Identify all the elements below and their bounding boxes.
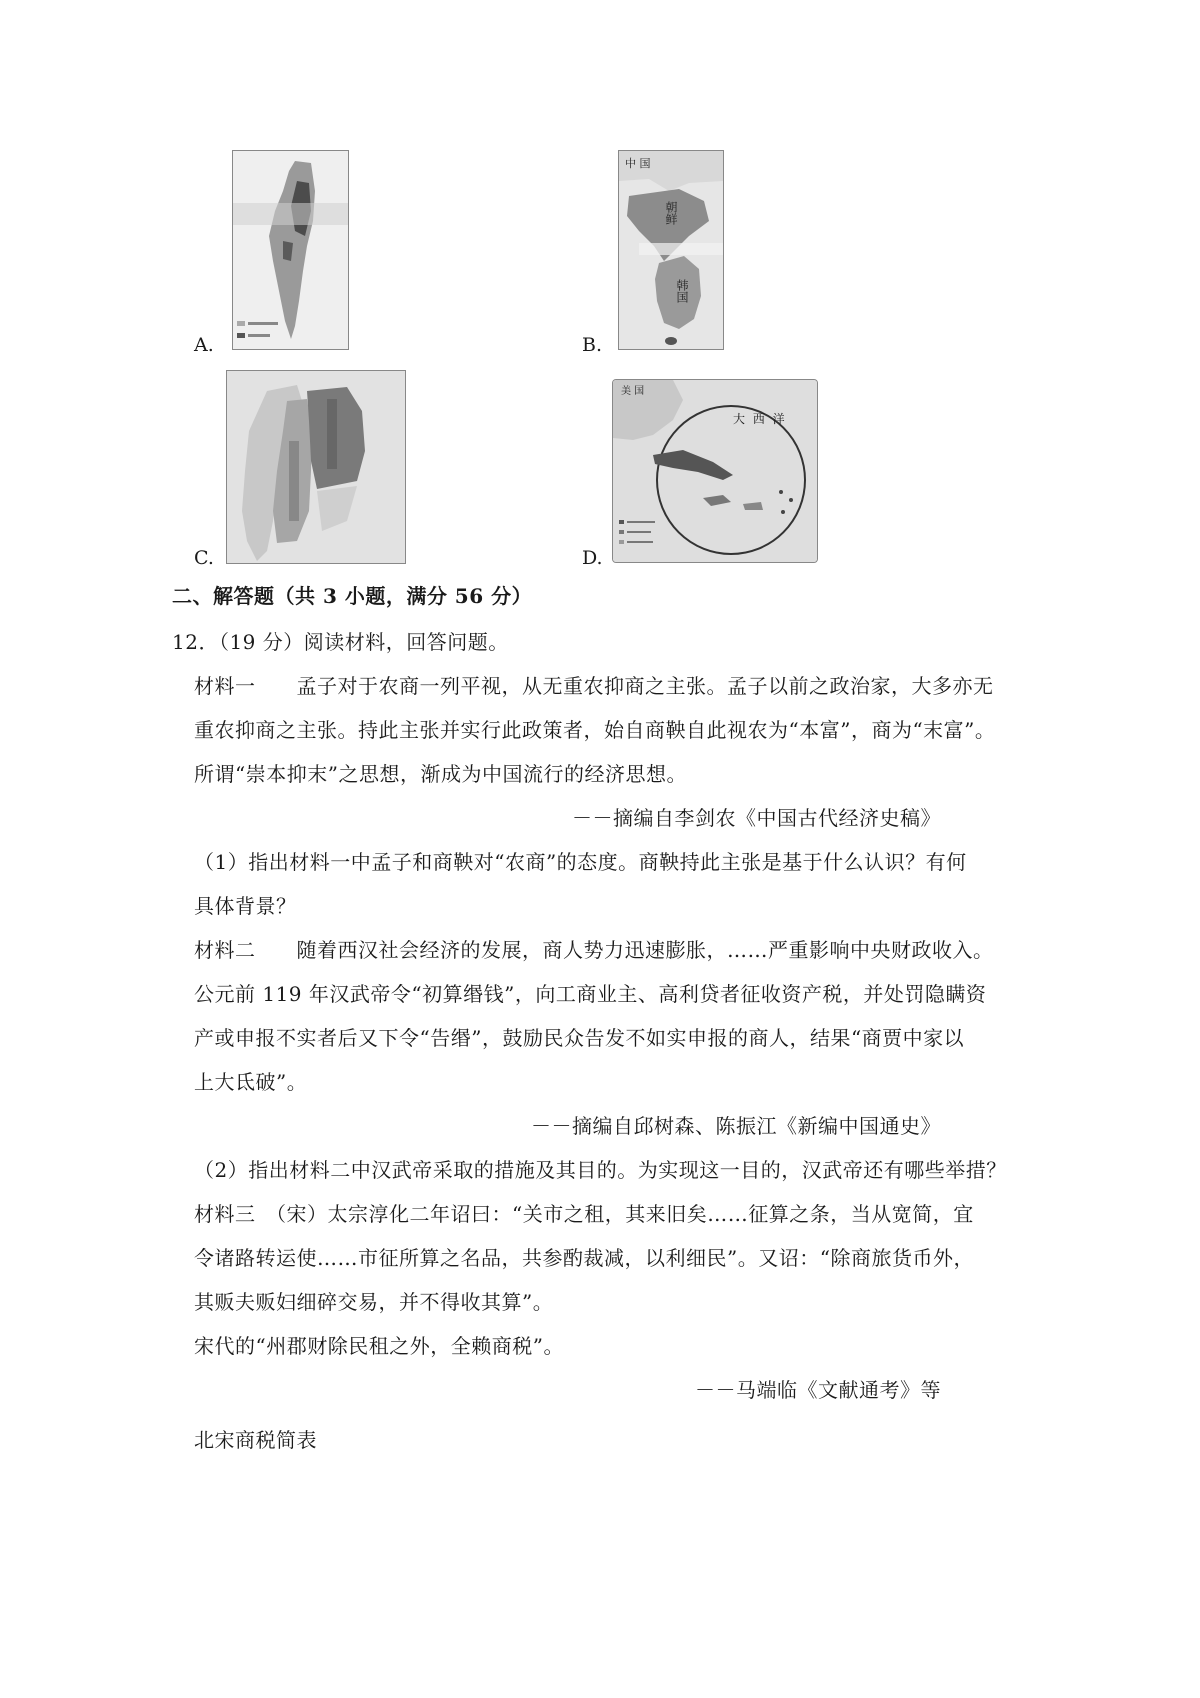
- material-1-line-3: 所谓“崇本抑末”之思想，渐成为中国流行的经济思想。: [194, 762, 687, 786]
- material-1-line-2: 重农抑商之主张。持此主张并实行此政策者，始自商鞅自此视农为“本富”，商为“末富”。: [194, 718, 996, 742]
- material-3-line-2: 令诸路转运使……市征所算之名品，共参酌裁减，以利细民”。又诏：“除商旅货币外，: [194, 1246, 974, 1270]
- korea-peninsula-map-icon: [619, 151, 723, 349]
- map-option-a: [232, 150, 349, 350]
- map-b-label-north: 朝鲜: [664, 201, 678, 225]
- option-a-label: A.: [194, 334, 214, 356]
- material-2-line-4: 上大氐破”。: [194, 1070, 308, 1094]
- material-2-source: －－摘编自邱树森、陈振江《新编中国通史》: [531, 1114, 941, 1138]
- material-2-line-1: 材料二 随着西汉社会经济的发展，商人势力迅速膨胀，……严重影响中央财政收入。: [194, 938, 994, 962]
- israel-palestine-map-icon: [233, 151, 348, 349]
- material-2-line-3: 产或申报不实者后又下令“告缗”，鼓励民众告发不如实申报的商人，结果“商贾中家以: [194, 1026, 965, 1050]
- material-3-line-3: 其贩夫贩妇细碎交易，并不得收其算”。: [194, 1290, 554, 1314]
- material-1-line-1: 材料一 孟子对于农商一列平视，从无重农抑商之主张。孟子以前之政治家，大多亦无: [194, 674, 994, 698]
- map-option-b: [618, 150, 724, 350]
- section-2-title: 二、解答题（共 3 小题，满分 56 分）: [172, 584, 533, 608]
- question-1-line-2: 具体背景？: [194, 894, 297, 918]
- question-2-line-1: （2）指出材料二中汉武帝采取的措施及其目的。为实现这一目的，汉武帝还有哪些举措？: [194, 1158, 1007, 1182]
- option-d-label: D.: [582, 547, 603, 569]
- table-title: 北宋商税简表: [194, 1428, 317, 1452]
- map-d-label-usa: 美 国: [621, 386, 645, 397]
- question-12-header: 12．（19 分）阅读材料，回答问题。: [172, 630, 509, 654]
- material-3-line-4: 宋代的“州郡财除民租之外，全赖商税”。: [194, 1334, 564, 1358]
- map-option-c: [226, 370, 406, 564]
- option-c-label: C.: [194, 547, 214, 569]
- cuba-caribbean-map-icon: [613, 380, 817, 562]
- option-b-label: B.: [582, 334, 603, 356]
- germany-division-map-icon: [227, 371, 405, 563]
- material-2-line-2: 公元前 119 年汉武帝令“初算缗钱”，向工商业主、高利贷者征收资产税，并处罚隐瞒资: [194, 982, 987, 1006]
- material-3-source: －－马端临《文献通考》等: [695, 1378, 941, 1402]
- question-1-line-1: （1）指出材料一中孟子和商鞅对“农商”的态度。商鞅持此主张是基于什么认识？有何: [194, 850, 967, 874]
- map-b-label-china: 中 国: [625, 157, 651, 170]
- map-option-d: [612, 379, 818, 563]
- map-b-label-south: 韩国: [675, 279, 689, 303]
- map-d-label-atlantic: 大 西 洋: [733, 412, 787, 426]
- material-3-line-1: 材料三 （宋）太宗淳化二年诏曰：“关市之租，其来旧矣……征算之条，当从宽简，宜: [194, 1202, 974, 1226]
- material-1-source: －－摘编自李剑农《中国古代经济史稿》: [572, 806, 941, 830]
